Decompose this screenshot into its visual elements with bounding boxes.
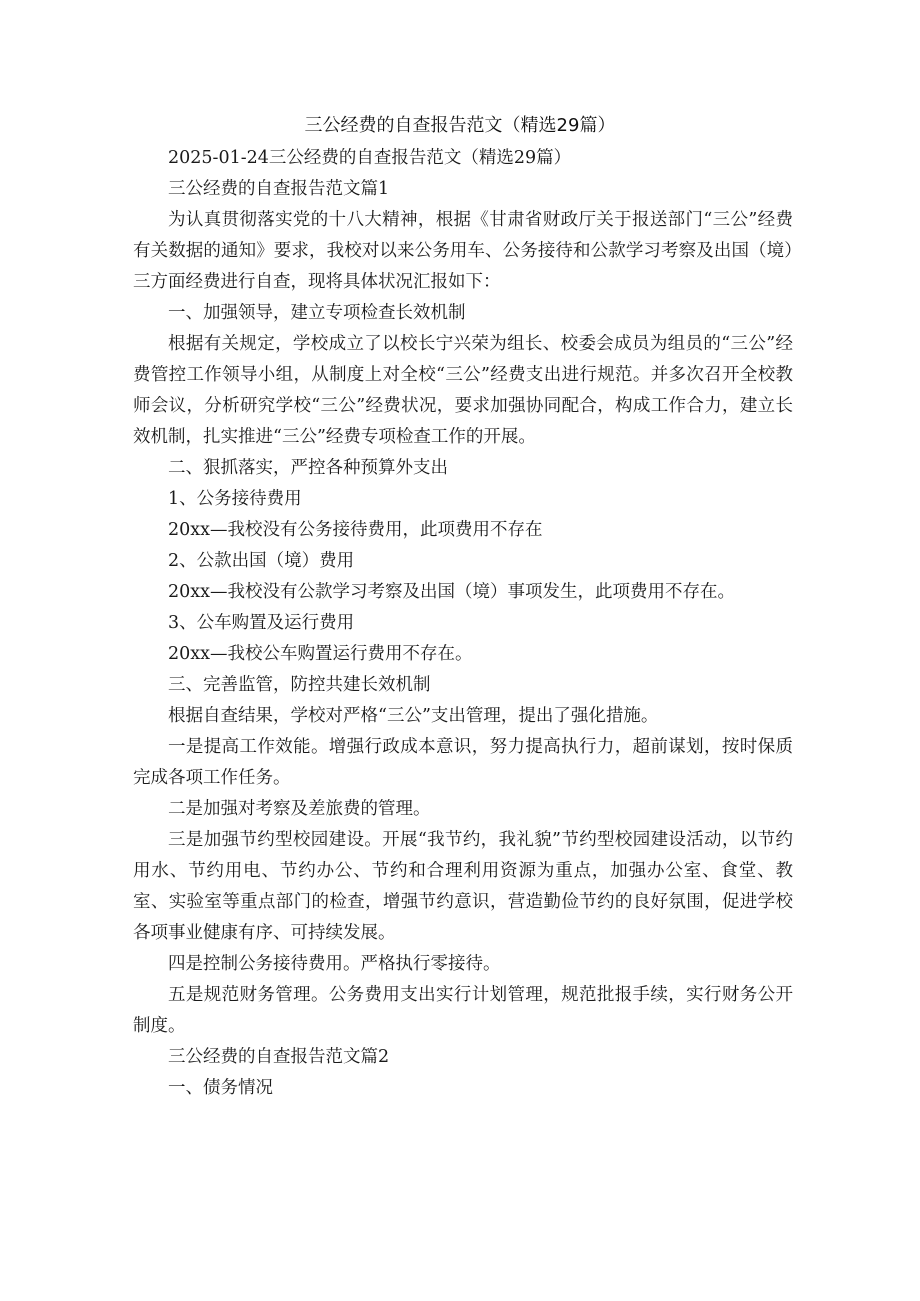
section-heading-1: 三公经费的自查报告范文篇1 [168, 179, 390, 199]
section-heading-2: 三公经费的自查报告范文篇2 [168, 1047, 390, 1067]
document-body [133, 143, 793, 1104]
paragraph: 根据有关规定，学校成立了以校长宁兴荣为组长、校委会成员为组员的“三公”经费管控工作领导小组，从制度上对全校“三公”经费支出进行规范。并多次召开全校教师会议，分析研究学校“三公”经费状况，要求加强协同配合，构成工作合力，建立长效机制，扎实推进“三公”经费专项检查工作的开展。 [133, 334, 793, 447]
list-item: 1、公务接待费用 [168, 489, 302, 509]
subheading: 一、债务情况 [168, 1078, 273, 1098]
paragraph: 20xx—我校公车购置运行费用不存在。 [168, 644, 473, 664]
date-line: 2025-01-24三公经费的自查报告范文（精选29篇） [168, 148, 572, 168]
paragraph: 20xx—我校没有公款学习考察及出国（境）事项发生，此项费用不存在。 [168, 582, 736, 602]
paragraph: 三是加强节约型校园建设。开展“我节约，我礼貌”节约型校园建设活动，以节约用水、节约用电、节约办公、节约和合理利用资源为重点，加强办公室、食堂、教室、实验室等重点部门的检查，增强节约意识，营造勤俭节约的良好氛围，促进学校各项事业健康有序、可持续发展。 [133, 830, 793, 943]
paragraph: 二是加强对考察及差旅费的管理。 [168, 799, 431, 819]
list-item: 2、公款出国（境）费用 [168, 551, 355, 571]
list-item: 3、公车购置及运行费用 [168, 613, 355, 633]
paragraph: 根据自查结果，学校对严格“三公”支出管理，提出了强化措施。 [168, 706, 659, 726]
subheading: 三、完善监管，防控共建长效机制 [168, 675, 431, 695]
document-title: 三公经费的自查报告范文（精选29篇） [304, 115, 616, 136]
subheading: 一、加强领导，建立专项检查长效机制 [168, 303, 466, 323]
paragraph: 20xx—我校没有公务接待费用，此项费用不存在 [168, 520, 543, 540]
paragraph: 为认真贯彻落实党的十八大精神，根据《甘肃省财政厅关于报送部门“三公”经费有关数据的通知》要求，我校对以来公务用车、公务接待和公款学习考察及出国（境）三方面经费进行自查，现将具体状况汇报如下： [133, 210, 793, 292]
paragraph: 四是控制公务接待费用。严格执行零接待。 [168, 954, 501, 974]
paragraph: 一是提高工作效能。增强行政成本意识，努力提高执行力，超前谋划，按时保质完成各项工作任务。 [133, 737, 793, 788]
subheading: 二、狠抓落实，严控各种预算外支出 [168, 458, 448, 478]
paragraph: 五是规范财务管理。公务费用支出实行计划管理，规范批报手续，实行财务公开制度。 [133, 985, 793, 1036]
